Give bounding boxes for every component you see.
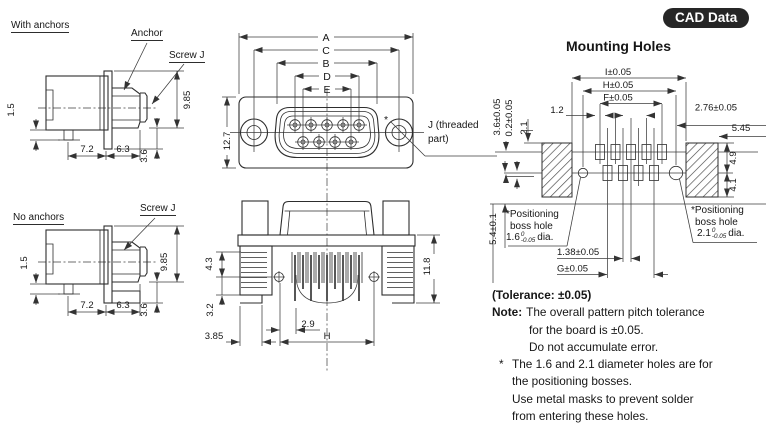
tolerance-notes: (Tolerance: ±0.05) Note: The overall pattern pitch tolerance for the board is ±0.05. Do not accumulate error. * The 1.6 and 2.1 diameter holes are for the positioning bosses. Use metal masks to prevent solder from entering these holes. (492, 287, 771, 425)
screw-j-label-top: Screw J (169, 50, 205, 61)
dim-c-label: C (322, 45, 330, 57)
connector-bottom-view (204, 201, 440, 346)
screw-j-label-bottom: Screw J (140, 203, 176, 214)
with-anchors-title: With anchors (11, 20, 70, 31)
with-anchors-side-view (6, 43, 193, 163)
dim-29-label: 2.9 (301, 319, 315, 330)
no-anchors-side-view (19, 218, 184, 317)
dim-b-label: B (322, 58, 330, 70)
dim-h2-label: H±0.05 (602, 80, 634, 91)
right-boss-note: *Positioning boss hole 2.1 0 -0.05 dia. (691, 205, 745, 240)
no-anchors-title: No anchors (13, 212, 65, 223)
solder-pins (292, 252, 362, 301)
screw-tip (140, 93, 147, 122)
dim-138-label: 1.38±0.05 (557, 247, 600, 258)
dim-545-label: 5.45 (731, 123, 751, 134)
left-boss-note: *Positioning boss hole 1.6 0 -0.05 dia. (506, 209, 559, 244)
top-pad-row (596, 104, 667, 262)
tolerance-heading: (Tolerance: ±0.05) (492, 288, 592, 302)
dim-a-label: A (322, 32, 330, 44)
dim-43-label: 4.3 (204, 257, 215, 271)
asterisk-mark: * (384, 114, 389, 126)
dim-41-label: 4.1 (728, 178, 739, 192)
dim-385-label: 3.85 (204, 331, 224, 342)
dim-12-label: 1.2 (550, 105, 564, 116)
dim-32-label: 3.2 (205, 303, 216, 317)
dim-985-label: 9.85 (182, 90, 193, 110)
dim-127-label: 12.7 (222, 131, 233, 151)
dim-f-label: F±0.05 (603, 92, 633, 104)
dim-72-label: 7.2 (80, 144, 94, 155)
dim-63-label: 6.3 (116, 144, 130, 155)
dim-3605-label: 3.6±0.05 (492, 98, 503, 136)
dim-49-label: 4.9 (728, 151, 739, 165)
dim-36-label-2: 3.6 (139, 303, 150, 317)
anchor-leader-line (124, 43, 147, 90)
footnote-row: * The 1.6 and 2.1 diameter holes are for (499, 357, 713, 372)
dim-15-label-2: 1.5 (19, 256, 30, 270)
screw-j-leader-line (152, 64, 184, 104)
dim-36-label: 3.6 (139, 149, 150, 163)
dim-i-label: I±0.05 (604, 67, 632, 78)
mounting-holes-diagram (488, 67, 766, 283)
dim-985-label-2: 9.85 (159, 252, 170, 272)
dim-e-label: E (323, 84, 331, 96)
anchor-label: Anchor (131, 28, 163, 39)
dim-h-label: H (323, 331, 331, 342)
dim-63-label-2: 6.3 (116, 300, 130, 311)
dim-118-label: 11.8 (422, 257, 433, 276)
pin-row-top (287, 117, 367, 133)
j-threaded-part-label: J (threaded part) (428, 120, 479, 145)
dim-02-label: 0.2±0.05 (504, 99, 515, 137)
tolerance-stack: 0 -0.05 (711, 227, 727, 240)
mounting-holes-title: Mounting Holes (566, 38, 671, 54)
dim-54-label: 5.4±0.1 (488, 213, 499, 245)
dim-15-label: 1.5 (6, 103, 17, 117)
right-mount-pad (686, 143, 718, 197)
dim-d-label: D (323, 71, 331, 83)
tolerance-stack: 0 -0.05 (520, 231, 536, 244)
dim-276-label: 2.76±0.05 (694, 102, 738, 114)
note-row: Note: The overall pattern pitch tolerance (492, 305, 705, 320)
dim-21-label: 2.1 (519, 121, 530, 135)
dim-72-label-2: 7.2 (80, 300, 94, 311)
dim-g-label: G±0.05 (557, 263, 589, 275)
cad-data-badge[interactable]: CAD Data (663, 8, 749, 28)
left-mount-pad (542, 143, 572, 197)
screw-j-leader-line-2 (124, 218, 155, 250)
